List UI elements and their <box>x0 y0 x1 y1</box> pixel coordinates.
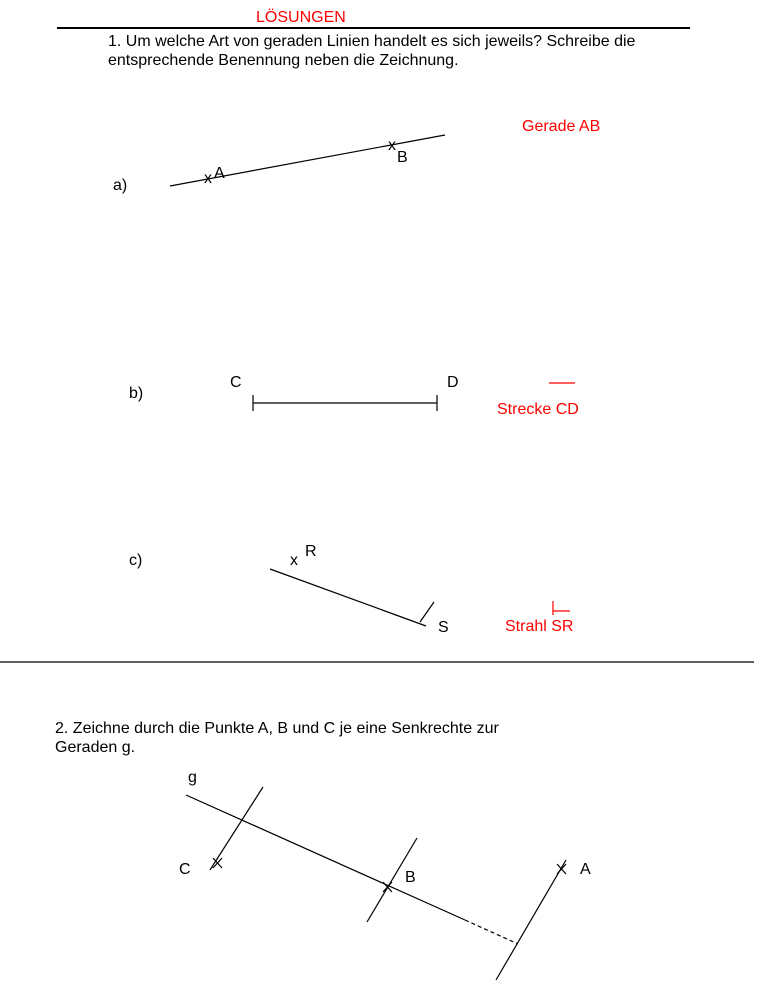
task1a-point-b-label: B <box>397 149 408 166</box>
page-title: LÖSUNGEN <box>256 9 346 26</box>
task1b-label: b) <box>129 385 144 402</box>
task1c-tick-s <box>420 602 434 622</box>
task1a-line-ab <box>170 135 445 186</box>
task1c-label: c) <box>129 552 143 569</box>
task1b-point-c-label: C <box>230 374 242 391</box>
task2-point-c-label: C <box>179 861 191 878</box>
task2-line-g-extension <box>465 920 518 944</box>
task1c-ray-sr <box>270 569 426 626</box>
task1c-answer: Strahl SR <box>505 618 574 635</box>
task1a-cross-b: x <box>388 137 396 154</box>
task2-instruction: 2. Zeichne durch die Punkte A, B und C je eine Senkrechte zur Geraden g. <box>55 720 499 756</box>
task1b-point-d-label: D <box>447 374 459 391</box>
task1a-cross-a: x <box>204 170 212 187</box>
task1a-answer: Gerade AB <box>522 118 601 135</box>
task1a-label: a) <box>113 177 128 194</box>
task2-line-g <box>186 795 465 920</box>
task2-perpendicular-c <box>210 787 263 870</box>
task1a-point-a-label: A <box>214 165 225 182</box>
task1c-ray-symbol <box>553 601 570 615</box>
task2-cross-a <box>557 864 566 874</box>
task2-point-b-label: B <box>405 869 416 886</box>
task2-line-g-label: g <box>188 769 197 786</box>
task2-point-a-label: A <box>580 861 591 878</box>
task1c-cross-r: x <box>290 552 298 569</box>
task1-instruction: 1. Um welche Art von geraden Linien handelt es sich jeweils? Schreibe die entsprechende Benennung neben die Zeichnung. <box>108 33 636 69</box>
task1c-point-r-label: R <box>305 543 317 560</box>
task2-perpendicular-a <box>496 860 566 980</box>
task1b-answer: Strecke CD <box>497 401 579 418</box>
task1c-point-s-label: S <box>438 619 449 636</box>
